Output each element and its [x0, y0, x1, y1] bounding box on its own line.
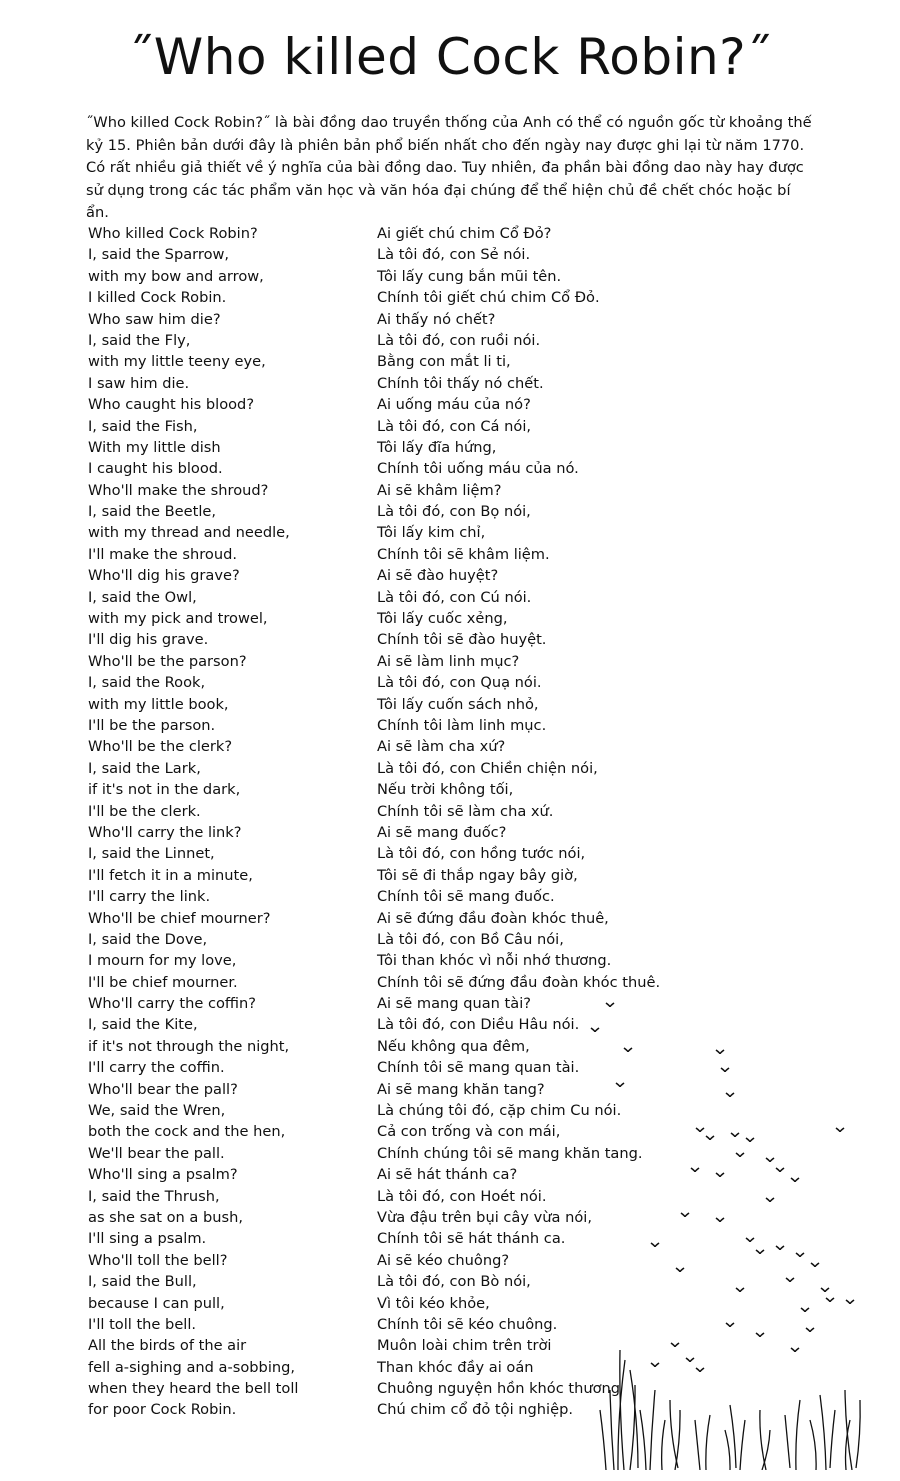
english-poem-line: I, said the Bull,	[88, 1273, 197, 1291]
vietnamese-poem-line: Chính tôi sẽ đứng đầu đoàn khóc thuê.	[377, 973, 661, 991]
english-poem-line: Who caught his blood?	[88, 396, 255, 414]
bird-icon	[696, 1128, 704, 1132]
vietnamese-poem-line: Chính tôi sẽ kéo chuông.	[377, 1315, 558, 1333]
english-poem-line: I mourn for my love,	[88, 952, 237, 970]
vietnamese-poem-line: Ai sẽ hát thánh ca?	[377, 1166, 518, 1184]
english-poem-line: Who'll sing a psalm?	[88, 1166, 238, 1184]
bird-icon	[606, 1003, 614, 1007]
vietnamese-poem-line: Chính tôi giết chú chim Cổ Đỏ.	[377, 289, 600, 307]
grass-blade	[610, 1390, 614, 1470]
bird-icon	[811, 1263, 819, 1267]
bird-icon	[716, 1218, 724, 1222]
vietnamese-poem-line: Chính tôi sẽ mang quan tài.	[377, 1059, 580, 1077]
vietnamese-poem-line: Là tôi đó, con Bồ Câu nói,	[377, 930, 564, 948]
english-poem-line: I saw him die.	[88, 374, 190, 392]
english-poem-line: I, said the Fly,	[88, 331, 191, 349]
english-poem-line: because I can pull,	[88, 1294, 225, 1312]
page-title: ˝Who killed Cock Robin?˝	[128, 28, 772, 86]
bird-icon	[836, 1128, 844, 1132]
english-poem-line: fell a-sighing and a-sobbing,	[88, 1358, 296, 1376]
vietnamese-poem-line: Ai sẽ đứng đầu đoàn khóc thuê,	[377, 909, 609, 927]
english-poem-line: I, said the Linnet,	[88, 845, 215, 863]
bird-icon	[696, 1368, 704, 1372]
vietnamese-poem-line: Chính tôi làm linh mục.	[377, 716, 547, 734]
bird-icon	[651, 1363, 659, 1367]
bird-icon	[826, 1298, 834, 1302]
vietnamese-poem-line: Cả con trống và con mái,	[377, 1123, 561, 1141]
english-poem-line: I, said the Rook,	[88, 674, 206, 692]
vietnamese-poem-line: Vì tôi kéo khỏe,	[377, 1294, 490, 1312]
english-poem-line: I, said the Lark,	[88, 759, 201, 777]
bird-icon	[651, 1243, 659, 1247]
grass-blade	[640, 1410, 646, 1470]
english-poem-line: Who'll carry the coffin?	[88, 995, 256, 1013]
vietnamese-poem-line: Chính tôi sẽ khâm liệm.	[377, 545, 550, 563]
english-poem-line: I, said the Dove,	[88, 930, 208, 948]
bird-icon	[791, 1178, 799, 1182]
vietnamese-poem-line: Là tôi đó, con Cú nói.	[377, 588, 532, 606]
english-poem-line: All the birds of the air	[88, 1337, 247, 1355]
english-poem-line: I'll be the parson.	[88, 716, 216, 734]
bird-icon	[731, 1133, 739, 1137]
bird-icon	[691, 1168, 699, 1172]
vietnamese-poem-line: Tôi sẽ đi thắp ngay bây giờ,	[377, 866, 578, 884]
vietnamese-poem-line: Chính tôi sẽ hát thánh ca.	[377, 1230, 566, 1248]
english-poem-line: if it's not in the dark,	[88, 781, 241, 799]
vietnamese-poem-line: Tôi lấy kim chỉ,	[377, 524, 486, 542]
english-poem-line: I'll be chief mourner.	[88, 973, 238, 991]
english-poem-line: I'll toll the bell.	[88, 1315, 197, 1333]
bird-icon	[746, 1138, 754, 1142]
english-poem-line: Who'll be the clerk?	[88, 738, 233, 756]
grass-blade	[830, 1410, 835, 1468]
english-poem-line: I, said the Beetle,	[88, 503, 217, 521]
bird-icon	[706, 1136, 714, 1140]
vietnamese-poem-line: Chính tôi sẽ làm cha xứ.	[377, 802, 554, 820]
vietnamese-poem-line: Nếu không qua đêm,	[377, 1037, 530, 1055]
vietnamese-poem-line: Ai sẽ làm cha xứ?	[377, 738, 506, 756]
english-poem	[88, 223, 358, 1421]
bird-icon	[806, 1328, 814, 1332]
bird-icon	[721, 1068, 729, 1072]
english-poem-line: I, said the Thrush,	[88, 1187, 220, 1205]
english-poem-line: Who saw him die?	[88, 310, 221, 328]
english-poem-line: I, said the Kite,	[88, 1016, 198, 1034]
english-poem-line: if it's not through the night,	[88, 1037, 290, 1055]
bird-icon	[686, 1358, 694, 1362]
english-poem-line: Who killed Cock Robin?	[88, 225, 258, 242]
english-poem-line: Who'll be the parson?	[88, 652, 247, 670]
grass-blade	[706, 1415, 710, 1470]
vietnamese-poem-line: Ai giết chú chim Cổ Đỏ?	[377, 225, 552, 242]
bird-icon	[736, 1288, 744, 1292]
grass-blade	[725, 1430, 730, 1470]
bird-icon	[756, 1250, 764, 1254]
bird-icon	[801, 1308, 809, 1312]
vietnamese-poem-line: Chính chúng tôi sẽ mang khăn tang.	[377, 1144, 643, 1162]
bird-icon	[756, 1333, 764, 1337]
bird-icon	[671, 1343, 679, 1347]
vietnamese-poem-line: Tôi lấy đĩa hứng,	[377, 438, 497, 456]
english-poem-line: I caught his blood.	[88, 460, 223, 478]
vietnamese-poem-line: Là tôi đó, con Chiền chiện nói,	[377, 759, 598, 777]
vietnamese-poem-line: Tôi lấy cung bắn mũi tên.	[377, 267, 562, 285]
vietnamese-poem-line: Là tôi đó, con Cá nói,	[377, 417, 532, 435]
intro-paragraph: ˝Who killed Cock Robin?˝ là bài đồng dao truyền thống của Anh có thể có nguồn gốc từ khoảng thế kỷ 15. Phiên bản dưới đây là phiên bản phổ biến nhất cho đến ngày nay được ghi lại từ năm 1770. Có rất nhiều giả thiết về ý nghĩa của bài đồng dao. Tuy nhiên, đa phần bài đồng dao này hay được sử dụng trong các tác phẩm văn học và văn hóa đại chúng để thể hiện chủ đề chết chóc hoặc bí ẩn.	[86, 114, 812, 221]
bird-icon	[796, 1253, 804, 1257]
bird-icon	[726, 1093, 734, 1097]
vietnamese-poem-line: Là tôi đó, con Hoét nói.	[377, 1187, 547, 1205]
english-poem-line: I killed Cock Robin.	[88, 289, 227, 307]
bird-icon	[786, 1278, 794, 1282]
vietnamese-poem-line: Ai sẽ mang khăn tang?	[377, 1080, 545, 1098]
english-poem-line: as she sat on a bush,	[88, 1208, 243, 1226]
english-poem-line: I, said the Sparrow,	[88, 246, 230, 264]
bird-icon	[736, 1153, 744, 1157]
vietnamese-poem-line: Ai thấy nó chết?	[377, 310, 496, 328]
vietnamese-poem-line: Ai sẽ mang quan tài?	[377, 995, 532, 1013]
vietnamese-poem-line: Ai sẽ đào huyệt?	[377, 567, 499, 585]
grass-blade	[796, 1400, 800, 1470]
bird-icon	[821, 1288, 829, 1292]
english-poem-line: With my little dish	[88, 438, 221, 456]
grass-blade	[820, 1395, 826, 1470]
english-poem-line: I'll fetch it in a minute,	[88, 866, 253, 884]
vietnamese-poem-line: Là tôi đó, con Sẻ nói.	[377, 246, 531, 264]
english-poem-line: with my thread and needle,	[88, 524, 290, 542]
vietnamese-poem-line: Ai sẽ làm linh mục?	[377, 652, 520, 670]
english-poem-line: Who'll bear the pall?	[88, 1080, 238, 1098]
grass-blade	[662, 1420, 665, 1470]
vietnamese-poem-line: Ai sẽ khâm liệm?	[377, 481, 502, 499]
vietnamese-poem-line: Vừa đậu trên bụi cây vừa nói,	[377, 1208, 592, 1226]
english-poem-line: with my little book,	[88, 695, 229, 713]
english-poem-line: with my little teeny eye,	[88, 353, 266, 371]
bird-icon	[766, 1158, 774, 1162]
bird-icon	[746, 1238, 754, 1242]
english-poem-line: We, said the Wren,	[88, 1102, 226, 1120]
vietnamese-poem-line: Là tôi đó, con ruồi nói.	[377, 331, 541, 349]
english-poem-line: Who'll toll the bell?	[88, 1251, 228, 1269]
vietnamese-poem-line: Chuông nguyện hồn khóc thương	[377, 1380, 621, 1398]
english-poem-line: I, said the Fish,	[88, 417, 198, 435]
grass-blade	[695, 1420, 700, 1470]
bird-icon	[716, 1173, 724, 1177]
vietnamese-poem-line: Tôi lấy cuốc xẻng,	[377, 610, 508, 628]
english-poem-line: I'll dig his grave.	[88, 631, 209, 649]
grass-blade	[650, 1390, 655, 1470]
english-poem-line: with my bow and arrow,	[88, 267, 264, 285]
vietnamese-poem-line: Ai sẽ mang đuốc?	[377, 823, 507, 841]
vietnamese-poem-line: Là tôi đó, con Bọ nói,	[377, 503, 531, 521]
grass-blade	[785, 1415, 790, 1468]
bird-icon	[591, 1028, 599, 1032]
grass-blade	[600, 1410, 606, 1470]
vietnamese-poem-line: Tôi than khóc vì nỗi nhớ thương.	[377, 952, 612, 970]
vietnamese-poem-line: Là tôi đó, con Diều Hâu nói.	[377, 1016, 580, 1034]
vietnamese-poem-line: Chính tôi uống máu của nó.	[377, 460, 579, 478]
grass-blade	[675, 1410, 680, 1470]
english-poem-line: both the cock and the hen,	[88, 1123, 286, 1141]
grass-blade	[730, 1405, 736, 1468]
vietnamese-poem-line: Chú chim cổ đỏ tội nghiệp.	[377, 1401, 573, 1419]
vietnamese-poem-line: Ai sẽ kéo chuông?	[377, 1251, 510, 1269]
vietnamese-poem-line: Chính tôi sẽ đào huyệt.	[377, 631, 547, 649]
grass-blade	[740, 1420, 745, 1470]
english-poem-line: I, said the Owl,	[88, 588, 197, 606]
english-poem-line: We'll bear the pall.	[88, 1144, 225, 1162]
bird-icon	[676, 1268, 684, 1272]
bird-icon	[716, 1050, 724, 1054]
vietnamese-poem-line: Muôn loài chim trên trời	[377, 1337, 552, 1355]
english-poem-line: Who'll carry the link?	[88, 823, 242, 841]
bird-icon	[776, 1246, 784, 1250]
english-poem-line: Who'll dig his grave?	[88, 567, 240, 585]
vietnamese-poem-line: Là tôi đó, con Bò nói,	[377, 1273, 531, 1291]
bird-icon	[846, 1300, 854, 1304]
english-poem-line: with my pick and trowel,	[88, 610, 268, 628]
bird-icon	[791, 1348, 799, 1352]
english-poem-line: for poor Cock Robin.	[88, 1401, 237, 1419]
vietnamese-poem-line: Là tôi đó, con Quạ nói.	[377, 674, 542, 692]
bird-icon	[624, 1048, 632, 1052]
english-poem-line: Who'll make the shroud?	[88, 481, 269, 499]
english-poem-line: when they heard the bell toll	[88, 1380, 299, 1398]
bird-icon	[616, 1083, 624, 1087]
birds-and-grass-illustration	[580, 990, 890, 1470]
grass-blade	[762, 1430, 770, 1470]
bird-icon	[766, 1198, 774, 1202]
bird-icon	[776, 1168, 784, 1172]
english-poem-line: I'll make the shroud.	[88, 545, 237, 563]
vietnamese-poem-line: Chính tôi sẽ mang đuốc.	[377, 888, 555, 906]
bird-icon	[726, 1323, 734, 1327]
vietnamese-poem-line: Ai uống máu của nó?	[377, 396, 531, 414]
english-poem-line: Who'll be chief mourner?	[88, 909, 271, 927]
english-poem-line: I'll sing a psalm.	[88, 1230, 207, 1248]
vietnamese-poem-line: Chính tôi thấy nó chết.	[377, 374, 544, 392]
vietnamese-poem-line: Than khóc đầy ai oán	[377, 1358, 534, 1376]
vietnamese-poem-line: Là tôi đó, con hồng tước nói,	[377, 845, 586, 863]
vietnamese-poem-line: Bằng con mắt li ti,	[377, 353, 511, 371]
english-poem-line: I'll carry the coffin.	[88, 1059, 225, 1077]
grass-blade	[810, 1420, 816, 1470]
english-poem-line: I'll carry the link.	[88, 888, 211, 906]
vietnamese-poem-line: Nếu trời không tối,	[377, 781, 514, 799]
grass-blade	[618, 1360, 625, 1470]
bird-icon	[681, 1213, 689, 1217]
english-poem-line: I'll be the clerk.	[88, 802, 201, 820]
vietnamese-poem-line: Là chúng tôi đó, cặp chim Cu nói.	[377, 1102, 622, 1120]
vietnamese-poem-line: Tôi lấy cuốn sách nhỏ,	[377, 695, 539, 713]
grass-blade	[856, 1400, 860, 1468]
